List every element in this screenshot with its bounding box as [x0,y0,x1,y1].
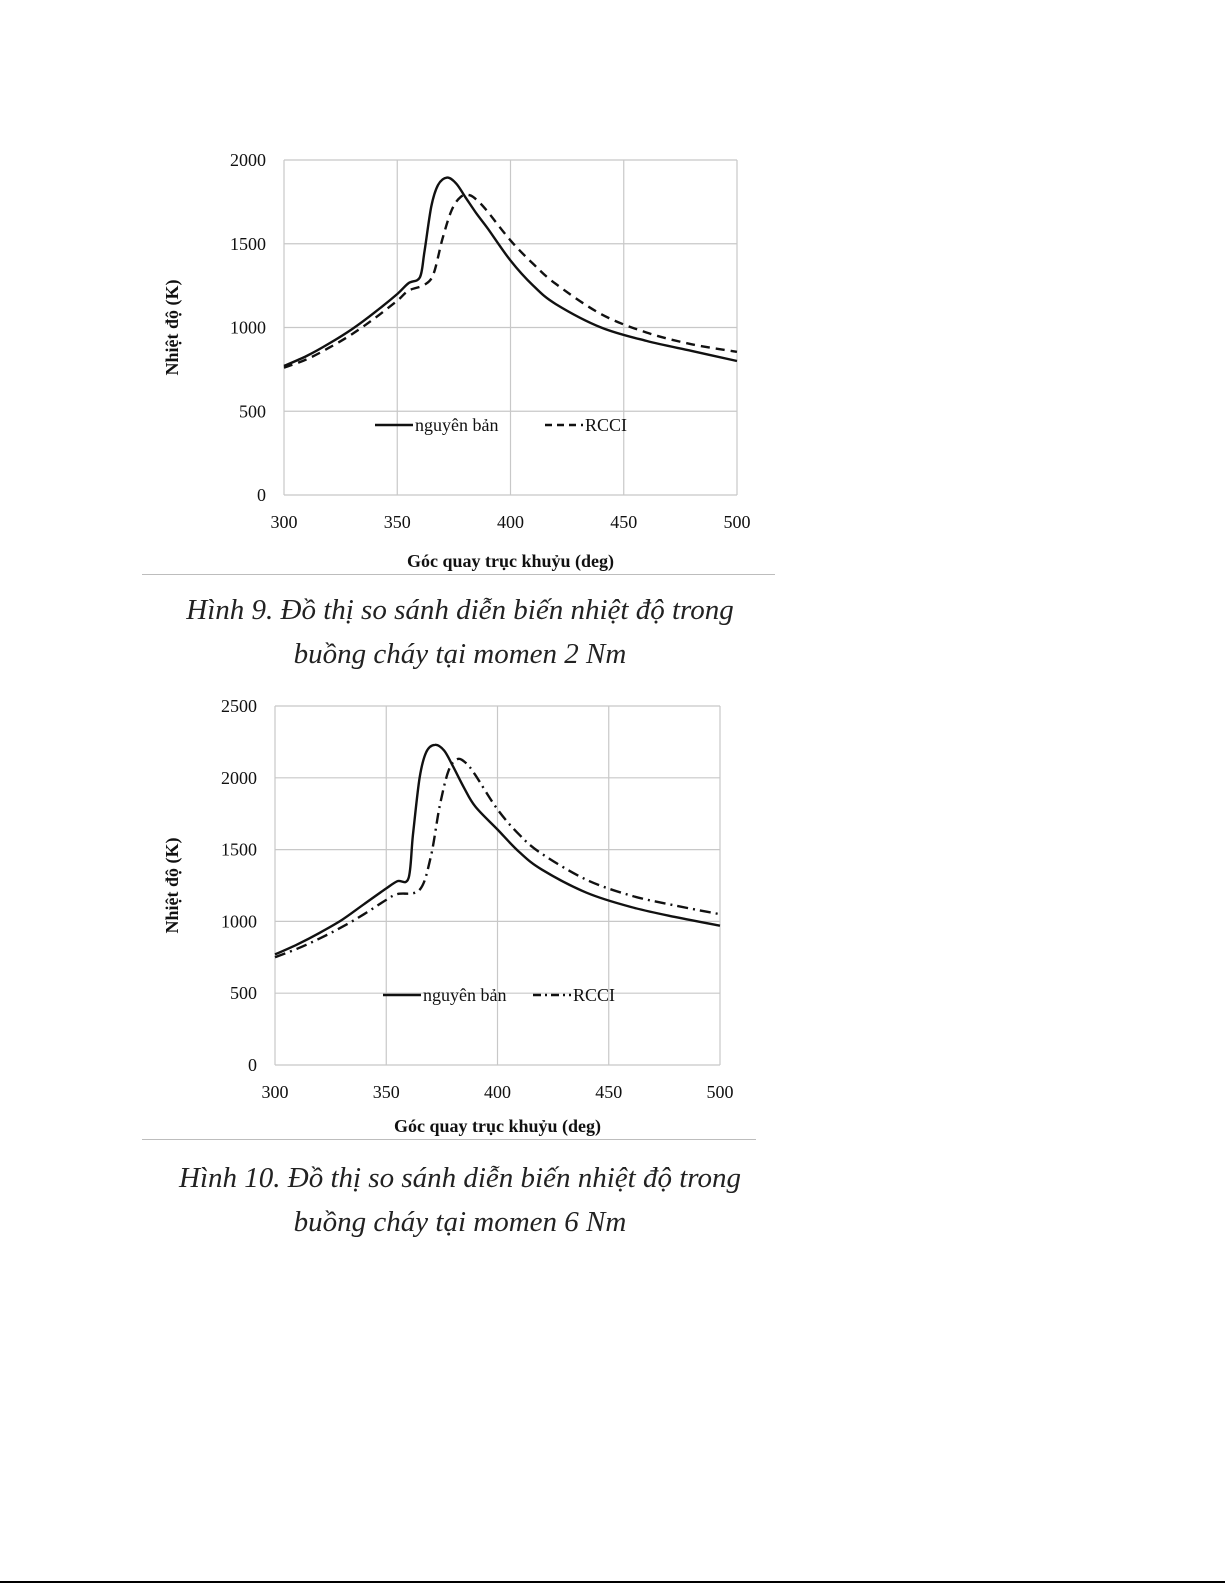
y-tick-label: 1000 [221,911,257,932]
figure-caption [120,1156,800,1244]
y-axis-label: Nhiệt độ (K) [162,279,182,376]
y-tick-label: 1500 [221,839,257,860]
legend-entry-label: nguyên bản [415,415,499,435]
caption-line-1: Hình 9. Đồ thị so sánh diễn biến nhiệt độ trong [186,594,734,626]
x-tick-label: 450 [595,1082,623,1102]
y-tick-label: 2000 [221,767,257,788]
caption-line-1: Hình 10. Đồ thị so sánh diễn biến nhiệt độ trong [179,1162,741,1194]
x-tick-label: 300 [270,512,298,532]
y-tick-label: 500 [239,401,266,422]
figure-separator-line [142,1139,756,1140]
y-axis-label: Nhiệt độ (K) [162,837,182,934]
legend-entry-label: nguyên bản [423,985,507,1005]
x-tick-label: 500 [723,512,751,532]
y-tick-label: 1500 [230,233,266,254]
legend-entry-label: RCCI [585,415,628,435]
x-tick-label: 500 [706,1082,734,1102]
x-tick-label: 400 [497,512,524,532]
x-tick-label: 400 [484,1082,511,1102]
x-axis-label: Góc quay trục khuỷu (deg) [393,1116,602,1136]
y-tick-label: 500 [230,983,257,1004]
caption-line-2: buồng cháy tại momen 2 Nm [293,638,627,670]
x-tick-label: 350 [372,1082,400,1102]
y-tick-label: 1000 [230,317,266,338]
x-tick-label: 300 [261,1082,289,1102]
y-tick-label: 2500 [221,696,257,716]
page-bottom-border [0,1581,1225,1583]
x-tick-label: 350 [383,512,411,532]
y-tick-label: 2000 [230,150,266,170]
legend-entry-label: RCCI [573,985,616,1005]
y-tick-label: 0 [248,1055,257,1075]
caption-line-2: buồng cháy tại momen 6 Nm [293,1206,627,1238]
y-tick-label: 0 [257,485,266,505]
x-tick-label: 450 [610,512,638,532]
x-axis-label: Góc quay trục khuỷu (deg) [406,551,615,571]
